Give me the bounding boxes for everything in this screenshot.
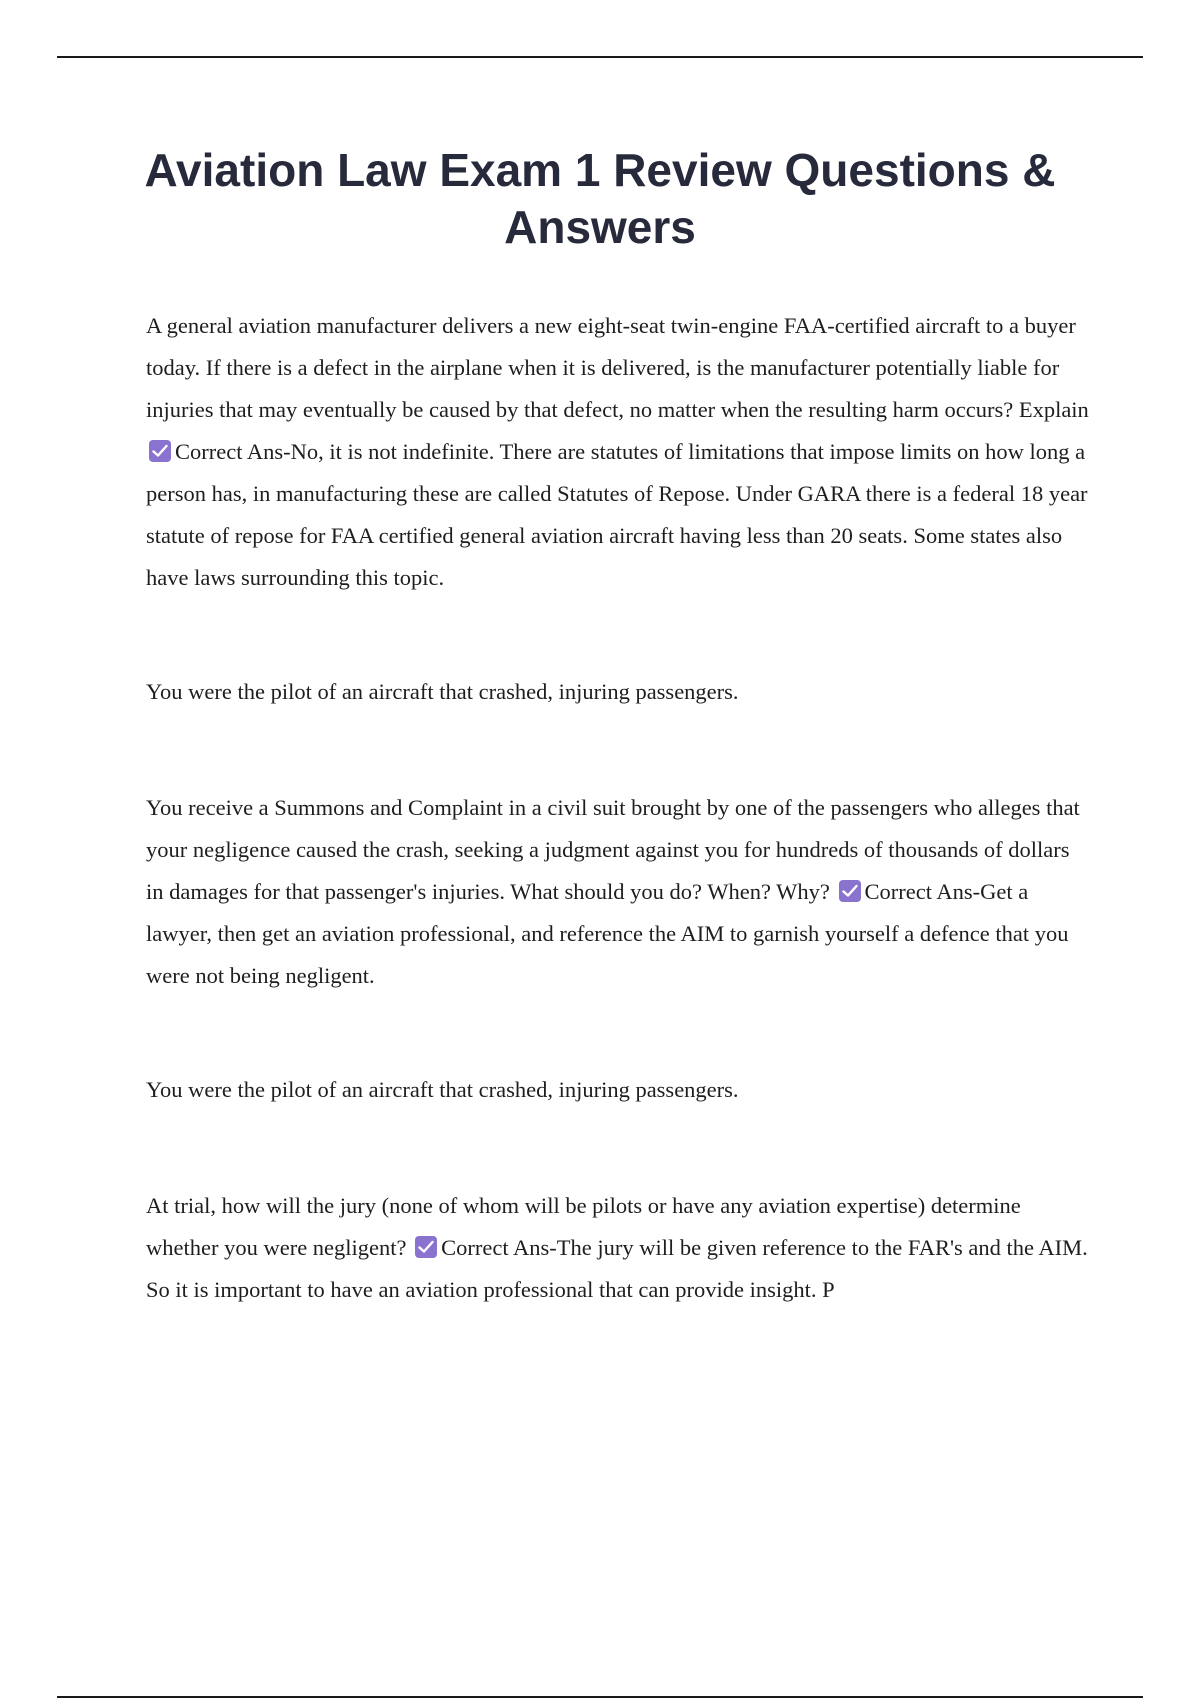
qa-block-1 <box>146 305 1092 599</box>
checkbox-checked-icon <box>149 440 171 462</box>
scenario-text: You were the pilot of an aircraft that crashed, injuring passengers. <box>146 1077 739 1102</box>
top-rule <box>57 56 1143 58</box>
answer-text: Correct Ans-The jury will be given reference to the FAR's and the AIM. So it is important to have an aviation professional that can provide insight. P <box>146 1235 1088 1302</box>
answer-text: Correct Ans-No, it is not indefinite. There are statutes of limitations that impose limits on how long a person has, in manufacturing these are called Statutes of Repose. Under GARA there is a federal 18 year statute of repose for FAA certified general aviation aircraft having less than 20 seats. Some states also have laws surrounding this topic. <box>146 439 1088 590</box>
question-text: You receive a Summons and Complaint in a civil suit brought by one of the passengers who alleges that your negligence caused the crash, seeking a judgment against you for hundreds of thousands of dollars in damages for that passenger's injuries. What should you do? When? Why? <box>146 795 1080 904</box>
question-text: At trial, how will the jury (none of whom will be pilots or have any aviation expertise) determine whether you were negligent? <box>146 1193 1021 1260</box>
question-text: A general aviation manufacturer delivers a new eight-seat twin-engine FAA-certified aircraft to a buyer today. If there is a defect in the airplane when it is delivered, is the manufacturer potentially liable for injuries that may eventually be caused by that defect, no matter when the resulting harm occurs? Explain <box>146 313 1089 422</box>
qa-block-3 <box>146 1185 1092 1311</box>
checkbox-checked-icon <box>839 880 861 902</box>
bottom-rule <box>57 1696 1143 1698</box>
document-body <box>146 305 1092 1311</box>
page-title: Aviation Law Exam 1 Review Questions & Answers <box>144 144 1056 253</box>
answer-text: Correct Ans-Get a lawyer, then get an aviation professional, and reference the AIM to garnish yourself a defence that you were not being negligent. <box>146 879 1069 988</box>
checkbox-checked-icon <box>415 1236 437 1258</box>
scenario-text: You were the pilot of an aircraft that crashed, injuring passengers. <box>146 679 739 704</box>
qa-block-2 <box>146 787 1092 997</box>
